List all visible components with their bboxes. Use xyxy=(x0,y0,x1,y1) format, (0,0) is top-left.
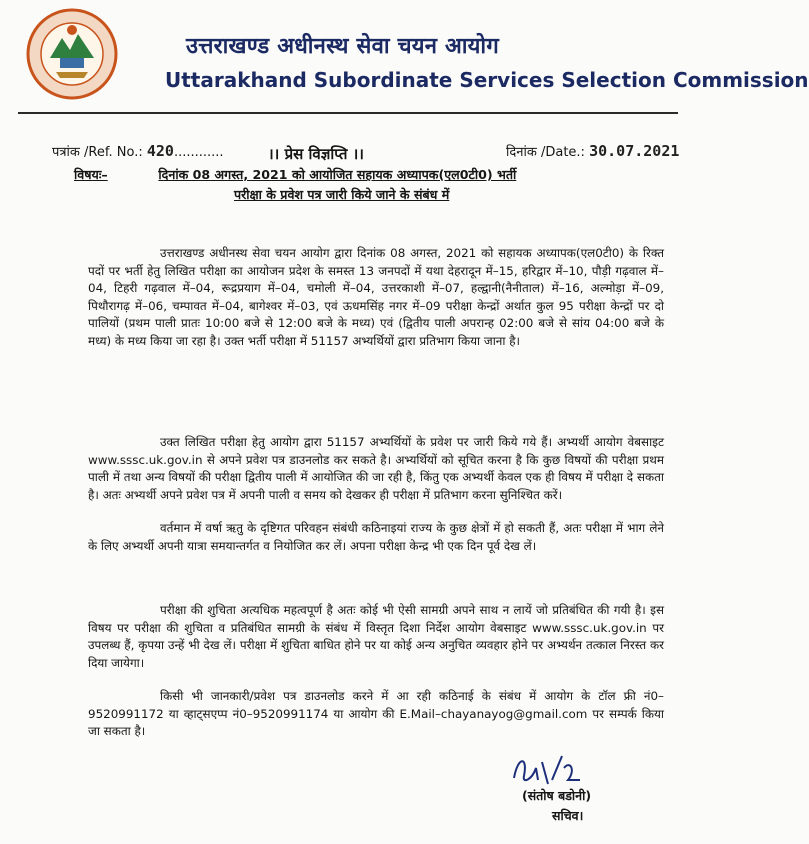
reference-number: पत्रांक /Ref. No.: 420............ xyxy=(52,142,224,160)
press-release-title: ।। प्रेस विज्ञप्ति ।। xyxy=(268,145,364,163)
signatory-name: (संतोष बडोनी) xyxy=(522,788,592,803)
paragraph-contact: किसी भी जानकारी/प्रवेश पत्र डाउनलोड करने में आ रही कठिनाई के संबंध में आयोग के टॉल फ्री नं0–9520991172 या व्हाट्सएप्प नं0–9520991174 या आयोग की E.Mail–chayanayog@gmail.com पर सम्पर्क किया जा सकता है। xyxy=(88,689,664,739)
org-name-hindi: उत्तराखण्ड अधीनस्थ सेवा चयन आयोग xyxy=(186,34,499,59)
paragraph-monsoon-advisory: वर्तमान में वर्षा ऋतु के दृष्टिगत परिवहन संबंधी कठिनाइयां राज्य के कुछ क्षेत्रों में हो सकती हैं, अतः परीक्षा में भाग लेने के लिए अभ्यर्थी अपनी यात्रा समयान्तर्गत व नियोजित कर लें। अपना परीक्षा केन्द्र भी एक दिन पूर्व देख लें। xyxy=(88,521,664,553)
commission-seal-logo xyxy=(26,8,118,100)
date-label: दिनांक /Date.: xyxy=(506,145,585,160)
subject-line-1: दिनांक 08 अगस्त, 2021 को आयोजित सहायक अध्यापक(एल0टी0) भर्ती xyxy=(158,167,517,182)
handwritten-signature xyxy=(508,750,588,790)
paragraph-exam-integrity: परीक्षा की शुचिता अत्यधिक महत्वपूर्ण है अतः कोई भी ऐसी सामग्री अपने साथ न लायें जो प्रतिबंधित की गयी है। इस विषय पर परीक्षा की शुचिता व प्रतिबंधित सामग्री के संबंध में विस्तृत दिशा निर्देश आयोग वेबसाइट www.sssc.uk.gov.in पर उपलब्ध हैं, कृपया उन्हें भी देख लें। परीक्षा में शुचिता बाधित होने पर या कोई अन्य अनुचित व्यवहार होने पर अभ्यर्थन तत्काल निरस्त कर दिया जायेगा। xyxy=(88,603,664,670)
ref-label: पत्रांक /Ref. No.: xyxy=(52,145,143,160)
subject-line-2: परीक्षा के प्रवेश पत्र जारी किये जाने के संबंध में xyxy=(234,187,450,202)
subject xyxy=(74,165,674,205)
paragraph-exam-schedule: उत्तराखण्ड अधीनस्थ सेवा चयन आयोग द्वारा दिनांक 08 अगस्त, 2021 को सहायक अध्यापक(एल0टी0) के रिक्त पदों पर भर्ती हेतु लिखित परीक्षा का आयोजन प्रदेश के समस्त 13 जनपदों में यथा देहरादून में–15, हरिद्वार में–10, पौड़ी गढ़वाल में–04, टिहरी गढ़वाल में–04, रूद्रप्रयाग में–04, चमोली में–04, उत्तरकाशी में–07, हल्द्वानी(नैनीताल) में–16, अल्मोड़ा में–09, पिथौरागढ़ में–06, चम्पावत में–04, बागेश्वर में–03, एवं ऊधमसिंह नगर में–09 परीक्षा केन्द्रों अर्थात कुल 95 परीक्षा केन्द्रों पर दो पालियों (प्रथम पाली प्रातः 10:00 बजे से 12:00 बजे के मध्य) एवं (द्वितीय पाली अपरान्ह 02:00 बजे से सांय 04:00 बजे के मध्य) के मध्य किया जा रहा है। उक्त भर्ती परीक्षा में 51157 अभ्यर्थियों द्वारा प्रतिभाग किया जाना है। xyxy=(88,246,664,348)
org-name-english: Uttarakhand Subordinate Services Selection Commission xyxy=(165,68,809,92)
signatory-designation: सचिव। xyxy=(552,808,584,823)
paragraph-admit-cards: उक्त लिखित परीक्षा हेतु आयोग द्वारा 51157 अभ्यर्थियों के प्रवेश पर जारी किये गये हैं। अभ्यर्थी आयोग वेबसाइट www.sssc.uk.gov.in से अपने प्रवेश पत्र डाउनलोड कर सकते है। अभ्यर्थियों को सूचित करना है कि कुछ विषयों की परीक्षा प्रथम पाली में तथा अन्य विषयों की परीक्षा द्वितीय पाली में आयोजित की जा रही है, किंतु एक अभ्यर्थी केवल एक ही विषय में परीक्षा दे सकता है। अतः अभ्यर्थी अपने प्रवेश पत्र में अपनी पाली व समय को देखकर ही परीक्षा में प्रतिभाग करना सुनिश्चित करें। xyxy=(88,435,664,502)
date-value: 30.07.2021 xyxy=(589,142,680,160)
header-divider xyxy=(18,112,678,114)
subject-label: विषयः– xyxy=(74,167,108,182)
ref-value: 420 xyxy=(146,142,174,160)
document-date xyxy=(506,142,679,160)
